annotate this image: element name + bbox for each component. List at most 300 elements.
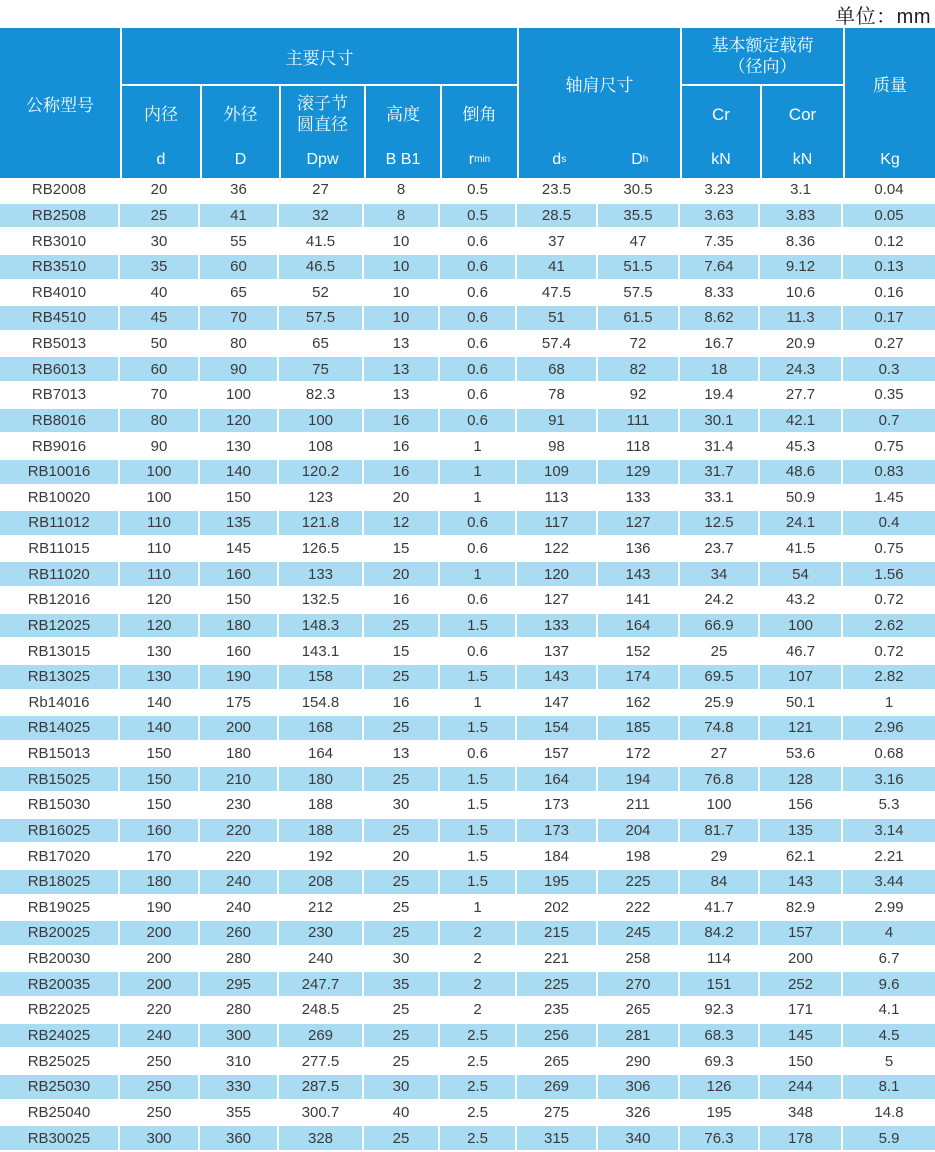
value-cell: 8: [364, 178, 440, 204]
value-cell: 80: [120, 409, 200, 435]
value-cell: 62.1: [760, 844, 843, 870]
model-cell: RB5013: [0, 332, 120, 358]
header-mass-unit: Kg: [880, 151, 900, 168]
value-cell: 2.21: [843, 844, 935, 870]
value-cell: 310: [200, 1049, 279, 1075]
value-cell: 8.62: [680, 306, 760, 332]
value-cell: 33.1: [680, 486, 760, 512]
table-row: [0, 614, 935, 640]
value-cell: 270: [598, 972, 680, 998]
value-cell: 91: [517, 409, 598, 435]
value-cell: 208: [279, 870, 364, 896]
value-cell: 13: [364, 332, 440, 358]
value-cell: 225: [598, 870, 680, 896]
value-cell: 35: [364, 972, 440, 998]
value-cell: 150: [120, 793, 200, 819]
value-cell: 220: [200, 819, 279, 845]
value-cell: 20: [364, 562, 440, 588]
value-cell: 2.62: [843, 614, 935, 640]
value-cell: 0.35: [843, 383, 935, 409]
value-cell: 100: [120, 460, 200, 486]
value-cell: 0.17: [843, 306, 935, 332]
value-cell: 54: [760, 562, 843, 588]
value-cell: 151: [680, 972, 760, 998]
value-cell: 265: [598, 998, 680, 1024]
value-cell: 76.8: [680, 767, 760, 793]
model-cell: RB13025: [0, 665, 120, 691]
table-row: [0, 691, 935, 717]
header-shoulder-dims-label: 轴肩尺寸: [565, 75, 634, 95]
header-inner-diameter-label: 内径: [144, 104, 178, 124]
value-cell: 76.3: [680, 1126, 760, 1152]
value-cell: 120: [517, 562, 598, 588]
table-row: [0, 896, 935, 922]
value-cell: 16: [364, 691, 440, 717]
value-cell: 136: [598, 537, 680, 563]
value-cell: 118: [598, 434, 680, 460]
value-cell: 328: [279, 1126, 364, 1152]
value-cell: 210: [200, 767, 279, 793]
value-cell: 13: [364, 357, 440, 383]
value-cell: 195: [517, 870, 598, 896]
value-cell: 25: [120, 204, 200, 230]
model-cell: RB25040: [0, 1101, 120, 1127]
value-cell: 140: [120, 716, 200, 742]
value-cell: 0.75: [843, 537, 935, 563]
value-cell: 0.16: [843, 281, 935, 307]
value-cell: 30: [364, 793, 440, 819]
value-cell: 195: [680, 1101, 760, 1127]
value-cell: 25: [364, 767, 440, 793]
value-cell: 50.9: [760, 486, 843, 512]
value-cell: 212: [279, 896, 364, 922]
value-cell: 121.8: [279, 511, 364, 537]
value-cell: 32: [279, 204, 364, 230]
value-cell: 78: [517, 383, 598, 409]
value-cell: 25: [364, 1049, 440, 1075]
value-cell: 3.44: [843, 870, 935, 896]
value-cell: 240: [279, 947, 364, 973]
value-cell: 2: [440, 921, 517, 947]
header-outer-diameter-label: 外径: [223, 104, 258, 124]
value-cell: 240: [200, 870, 279, 896]
value-cell: 222: [598, 896, 680, 922]
value-cell: 141: [598, 588, 680, 614]
value-cell: 47.5: [517, 281, 598, 307]
value-cell: 4: [843, 921, 935, 947]
table-row: [0, 1101, 935, 1127]
value-cell: 100: [760, 614, 843, 640]
header-chamfer-symbol: r min: [468, 151, 491, 168]
value-cell: 198: [598, 844, 680, 870]
value-cell: 2: [440, 998, 517, 1024]
value-cell: 41.5: [760, 537, 843, 563]
value-cell: 170: [120, 844, 200, 870]
value-cell: 164: [598, 614, 680, 640]
value-cell: 24.2: [680, 588, 760, 614]
value-cell: 221: [517, 947, 598, 973]
value-cell: 27.7: [760, 383, 843, 409]
value-cell: 13: [364, 383, 440, 409]
value-cell: 326: [598, 1101, 680, 1127]
value-cell: 55: [200, 229, 279, 255]
model-cell: RB8016: [0, 409, 120, 435]
value-cell: 140: [120, 691, 200, 717]
value-cell: 6.7: [843, 947, 935, 973]
value-cell: 137: [517, 639, 598, 665]
value-cell: 81.7: [680, 819, 760, 845]
value-cell: 57.4: [517, 332, 598, 358]
value-cell: 42.1: [760, 409, 843, 435]
value-cell: 0.6: [440, 383, 517, 409]
model-cell: RB12025: [0, 614, 120, 640]
value-cell: 30: [364, 1075, 440, 1101]
value-cell: 0.6: [440, 742, 517, 768]
model-cell: RB4010: [0, 281, 120, 307]
value-cell: 29: [680, 844, 760, 870]
value-cell: 51: [517, 306, 598, 332]
value-cell: 0.12: [843, 229, 935, 255]
value-cell: 0.6: [440, 511, 517, 537]
model-cell: RB15025: [0, 767, 120, 793]
value-cell: 280: [200, 947, 279, 973]
value-cell: 46.7: [760, 639, 843, 665]
model-cell: RB20030: [0, 947, 120, 973]
value-cell: 25: [364, 1126, 440, 1152]
value-cell: 0.6: [440, 255, 517, 281]
model-cell: RB20035: [0, 972, 120, 998]
value-cell: 300: [120, 1126, 200, 1152]
value-cell: 252: [760, 972, 843, 998]
value-cell: 202: [517, 896, 598, 922]
table-row: [0, 639, 935, 665]
value-cell: 82: [598, 357, 680, 383]
value-cell: 2.5: [440, 1101, 517, 1127]
model-cell: RB18025: [0, 870, 120, 896]
value-cell: 41: [517, 255, 598, 281]
table-row: [0, 460, 935, 486]
value-cell: 230: [279, 921, 364, 947]
model-cell: RB10020: [0, 486, 120, 512]
value-cell: 1: [440, 434, 517, 460]
value-cell: 269: [279, 1024, 364, 1050]
value-cell: 147: [517, 691, 598, 717]
value-cell: 10.6: [760, 281, 843, 307]
value-cell: 160: [200, 639, 279, 665]
value-cell: 171: [760, 998, 843, 1024]
value-cell: 156: [760, 793, 843, 819]
spec-table: [0, 178, 935, 1152]
value-cell: 5: [843, 1049, 935, 1075]
value-cell: 184: [517, 844, 598, 870]
value-cell: 28.5: [517, 204, 598, 230]
header-inner-diameter: [120, 84, 200, 178]
table-row: [0, 716, 935, 742]
value-cell: 60: [200, 255, 279, 281]
table-row: [0, 229, 935, 255]
model-cell: RB15013: [0, 742, 120, 768]
value-cell: 129: [598, 460, 680, 486]
value-cell: 180: [200, 742, 279, 768]
value-cell: 52: [279, 281, 364, 307]
value-cell: 9.12: [760, 255, 843, 281]
header-mass: [843, 28, 935, 178]
value-cell: 12.5: [680, 511, 760, 537]
value-cell: 300: [200, 1024, 279, 1050]
value-cell: 7.64: [680, 255, 760, 281]
value-cell: 30: [364, 947, 440, 973]
header-cr-symbol: Cr: [712, 104, 730, 124]
value-cell: 8.33: [680, 281, 760, 307]
value-cell: 111: [598, 409, 680, 435]
value-cell: 0.6: [440, 357, 517, 383]
value-cell: 2.5: [440, 1075, 517, 1101]
value-cell: 158: [279, 665, 364, 691]
table-row: [0, 204, 935, 230]
value-cell: 235: [517, 998, 598, 1024]
value-cell: 109: [517, 460, 598, 486]
value-cell: 247.7: [279, 972, 364, 998]
value-cell: 173: [517, 819, 598, 845]
value-cell: 16: [364, 588, 440, 614]
value-cell: 110: [120, 537, 200, 563]
value-cell: 25: [364, 870, 440, 896]
value-cell: 98: [517, 434, 598, 460]
value-cell: 180: [279, 767, 364, 793]
model-cell: RB3510: [0, 255, 120, 281]
header-cr-unit: kN: [711, 151, 731, 168]
value-cell: 2.5: [440, 1024, 517, 1050]
value-cell: 200: [200, 716, 279, 742]
value-cell: 168: [279, 716, 364, 742]
value-cell: 120: [200, 409, 279, 435]
value-cell: 82.3: [279, 383, 364, 409]
value-cell: 113: [517, 486, 598, 512]
table-row: [0, 767, 935, 793]
value-cell: 200: [120, 947, 200, 973]
value-cell: 0.6: [440, 306, 517, 332]
value-cell: 287.5: [279, 1075, 364, 1101]
value-cell: 3.63: [680, 204, 760, 230]
header-cor: [760, 84, 843, 178]
value-cell: 20: [364, 486, 440, 512]
value-cell: 211: [598, 793, 680, 819]
value-cell: 3.16: [843, 767, 935, 793]
value-cell: 10: [364, 281, 440, 307]
value-cell: 24.1: [760, 511, 843, 537]
value-cell: 133: [517, 614, 598, 640]
header-cor-unit: kN: [792, 151, 813, 168]
header-shoulder-ds-symbol: d s: [552, 151, 567, 168]
header-height-label: 高度: [386, 104, 420, 124]
value-cell: 7.35: [680, 229, 760, 255]
value-cell: 280: [200, 998, 279, 1024]
value-cell: 50: [120, 332, 200, 358]
table-row: [0, 306, 935, 332]
value-cell: 0.68: [843, 742, 935, 768]
value-cell: 120.2: [279, 460, 364, 486]
value-cell: 143: [760, 870, 843, 896]
model-cell: RB11020: [0, 562, 120, 588]
table-row: [0, 1049, 935, 1075]
value-cell: 100: [200, 383, 279, 409]
value-cell: 1: [843, 691, 935, 717]
table-row: [0, 511, 935, 537]
value-cell: 34: [680, 562, 760, 588]
value-cell: 53.6: [760, 742, 843, 768]
value-cell: 23.7: [680, 537, 760, 563]
value-cell: 110: [120, 562, 200, 588]
value-cell: 15: [364, 537, 440, 563]
value-cell: 36: [200, 178, 279, 204]
value-cell: 281: [598, 1024, 680, 1050]
value-cell: 84: [680, 870, 760, 896]
value-cell: 355: [200, 1101, 279, 1127]
value-cell: 143: [517, 665, 598, 691]
value-cell: 275: [517, 1101, 598, 1127]
value-cell: 148.3: [279, 614, 364, 640]
value-cell: 25: [364, 998, 440, 1024]
table-row: [0, 793, 935, 819]
value-cell: 9.6: [843, 972, 935, 998]
value-cell: 133: [598, 486, 680, 512]
value-cell: 46.5: [279, 255, 364, 281]
value-cell: 245: [598, 921, 680, 947]
value-cell: 2.99: [843, 896, 935, 922]
value-cell: 30.1: [680, 409, 760, 435]
value-cell: 194: [598, 767, 680, 793]
table-row: [0, 1024, 935, 1050]
value-cell: 128: [760, 767, 843, 793]
table-row: [0, 921, 935, 947]
value-cell: 1.5: [440, 793, 517, 819]
table-row: [0, 178, 935, 204]
value-cell: 20.9: [760, 332, 843, 358]
value-cell: 121: [760, 716, 843, 742]
value-cell: 204: [598, 819, 680, 845]
table-row: [0, 870, 935, 896]
value-cell: 127: [517, 588, 598, 614]
value-cell: 41: [200, 204, 279, 230]
value-cell: 1: [440, 486, 517, 512]
table-row: [0, 332, 935, 358]
value-cell: 150: [120, 767, 200, 793]
value-cell: 1: [440, 691, 517, 717]
value-cell: 185: [598, 716, 680, 742]
model-cell: RB25025: [0, 1049, 120, 1075]
value-cell: 70: [120, 383, 200, 409]
value-cell: 0.04: [843, 178, 935, 204]
model-cell: RB13015: [0, 639, 120, 665]
value-cell: 20: [364, 844, 440, 870]
value-cell: 172: [598, 742, 680, 768]
value-cell: 164: [279, 742, 364, 768]
header-outer-diameter: [200, 84, 279, 178]
value-cell: 3.14: [843, 819, 935, 845]
header-rated-load: [680, 28, 843, 84]
value-cell: 150: [200, 486, 279, 512]
value-cell: 348: [760, 1101, 843, 1127]
value-cell: 126: [680, 1075, 760, 1101]
value-cell: 2.5: [440, 1049, 517, 1075]
value-cell: 60: [120, 357, 200, 383]
value-cell: 160: [120, 819, 200, 845]
value-cell: 16: [364, 434, 440, 460]
value-cell: 130: [120, 665, 200, 691]
header-shoulder-dims-symbols: [519, 142, 680, 178]
value-cell: 84.2: [680, 921, 760, 947]
value-cell: 25: [364, 716, 440, 742]
value-cell: 192: [279, 844, 364, 870]
value-cell: 120: [120, 588, 200, 614]
value-cell: 123: [279, 486, 364, 512]
value-cell: 5.3: [843, 793, 935, 819]
value-cell: 100: [279, 409, 364, 435]
value-cell: 152: [598, 639, 680, 665]
header-chamfer-label: 倒角: [462, 104, 497, 124]
value-cell: 25: [364, 1024, 440, 1050]
value-cell: 265: [517, 1049, 598, 1075]
value-cell: 65: [279, 332, 364, 358]
value-cell: 215: [517, 921, 598, 947]
model-cell: RB16025: [0, 819, 120, 845]
value-cell: 130: [200, 434, 279, 460]
value-cell: 315: [517, 1126, 598, 1152]
table-row: [0, 255, 935, 281]
value-cell: 133: [279, 562, 364, 588]
value-cell: 92: [598, 383, 680, 409]
value-cell: 41.5: [279, 229, 364, 255]
header-chamfer: [440, 84, 517, 178]
value-cell: 1.5: [440, 844, 517, 870]
model-cell: RB4510: [0, 306, 120, 332]
value-cell: 135: [760, 819, 843, 845]
model-cell: RB10016: [0, 460, 120, 486]
value-cell: 145: [760, 1024, 843, 1050]
value-cell: 2.5: [440, 1126, 517, 1152]
unit-label: 单位：mm: [835, 5, 931, 28]
model-cell: RB17020: [0, 844, 120, 870]
value-cell: 143.1: [279, 639, 364, 665]
header-model: 公称型号: [26, 95, 94, 115]
model-cell: RB3010: [0, 229, 120, 255]
header-shoulder-dh-symbol: D h: [631, 151, 649, 168]
value-cell: 0.6: [440, 639, 517, 665]
table-row: [0, 409, 935, 435]
value-cell: 0.6: [440, 281, 517, 307]
value-cell: 162: [598, 691, 680, 717]
value-cell: 175: [200, 691, 279, 717]
model-cell: RB11012: [0, 511, 120, 537]
value-cell: 174: [598, 665, 680, 691]
value-cell: 0.27: [843, 332, 935, 358]
value-cell: 340: [598, 1126, 680, 1152]
model-cell: RB12016: [0, 588, 120, 614]
value-cell: 0.72: [843, 639, 935, 665]
value-cell: 1.56: [843, 562, 935, 588]
value-cell: 114: [680, 947, 760, 973]
table-row: [0, 844, 935, 870]
header-rated-load-line1: 基本额定载荷: [711, 36, 814, 55]
value-cell: 250: [120, 1101, 200, 1127]
header-rated-load-line2: （径向）: [728, 57, 797, 76]
value-cell: 1: [440, 896, 517, 922]
value-cell: 140: [200, 460, 279, 486]
value-cell: 180: [200, 614, 279, 640]
value-cell: 48.6: [760, 460, 843, 486]
value-cell: 27: [279, 178, 364, 204]
value-cell: 200: [120, 921, 200, 947]
